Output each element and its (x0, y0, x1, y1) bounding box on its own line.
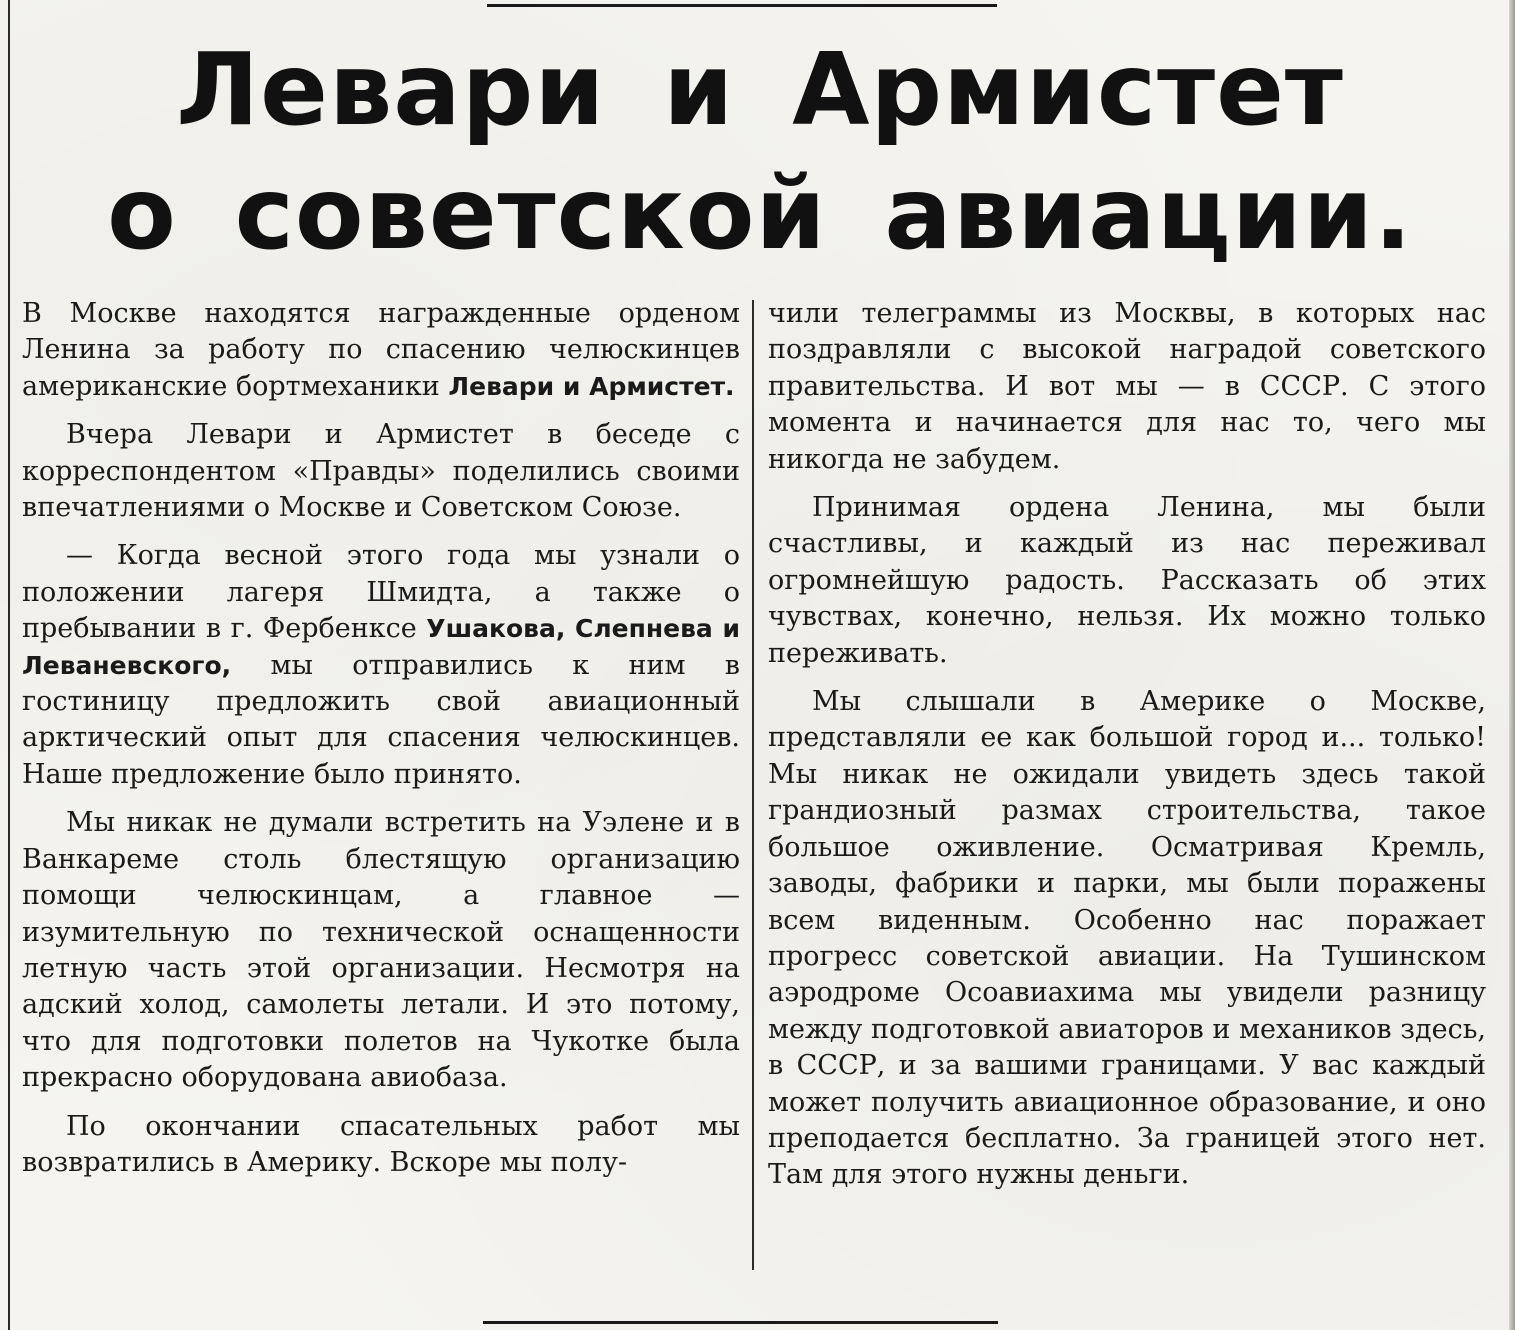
paragraph-intro (22, 296, 740, 405)
spring-text-a: — Когда весной этого года мы узнали о положении лагеря Шмидта, а также о пребывании в г. Фербенксе (22, 540, 740, 645)
headline-line-1: Левари и Армистет (176, 31, 1344, 148)
paragraph-telegrams: чили телеграммы из Москвы, в которых нас поздравляли с высокой наградой советского правительства. И вот мы — в СССР. С этого момента и начинается для нас то, чего мы никогда не забудем. (768, 298, 1486, 475)
paragraph-interview: Вчера Левари и Армистет в беседе с корреспондентом «Правды» поделились своими впечатлениями о Москве и Советском Союзе. (22, 419, 740, 524)
spring-names-bold: Ушакова, Слепнева и Леваневского, (22, 614, 740, 680)
column-divider (752, 300, 754, 1270)
paragraph-return: По окончании спасательных работ мы возвратились в Америку. Вскоре мы полу- (22, 1110, 740, 1178)
paragraph-uelen: Мы никак не думали встретить на Уэлене и в Ванкареме столь блестящую организацию помощи челюскинцам, а главное — изумительную по технической оснащенности летную часть этой организации. Несмотря на адский холод, самолеты летали. И это потому, что для подготовки полетов на Чукотке была прекрасно оборудована авиобаза. (22, 807, 740, 1094)
paragraph-orders: Принимая ордена Ленина, мы были счастливы, и каждый из нас переживал огромнейшую радость. Рассказать об этих чувствах, конечно, нельзя. Их можно только переживать. (768, 492, 1486, 669)
right-column (768, 296, 1486, 1194)
right-page-edge (1509, 0, 1515, 1330)
left-column (22, 296, 740, 1181)
paragraph-spring (22, 538, 740, 793)
headline-line-2: о советской авиации. (107, 155, 1413, 272)
bottom-rule (483, 1321, 998, 1324)
headline (30, 28, 1490, 276)
intro-names-bold: Левари и Армистет. (448, 371, 735, 401)
left-border-line (8, 0, 10, 1330)
spring-text-b: мы отправились к ним в гостиницу предложить свой авиационный арктический опыт для спасения челюскинцев. Наше предложение было принято. (22, 649, 740, 790)
intro-text: В Москве находятся награжденные орденом Ленина за работу по спасению челюскинцев американские бортмеханики (22, 298, 740, 402)
top-rule (487, 4, 997, 7)
paragraph-moscow: Мы слышали в Америке о Москве, представляли ее как большой город и... только! Мы никак не ожидали увидеть здесь такой грандиозный размах строительства, такое большое оживление. Осматривая Кремль, заводы, фабрики и парки, мы были поражены всем виденным. Особенно нас поражает прогресс советской авиации. На Тушинском аэродроме Осоавиахима мы увидели разницу между подготовкой авиаторов и механиков здесь, в СССР, и за вашими границами. У вас каждый может получить авиационное образование, и оно преподается бесплатно. За границей этого нет. Там для этого нужны деньги. (768, 686, 1486, 1191)
